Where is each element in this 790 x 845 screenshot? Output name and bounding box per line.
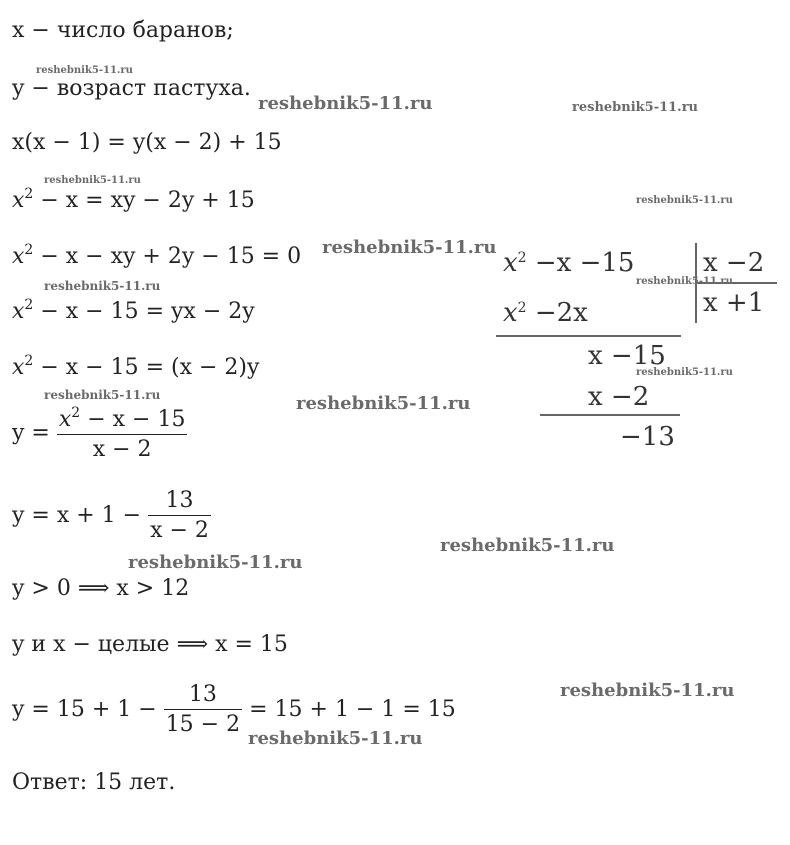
- var-x: x: [12, 188, 25, 213]
- watermark: reshebnik5-11.ru: [36, 65, 133, 76]
- watermark: reshebnik5-11.ru: [572, 100, 699, 115]
- answer-line: Ответ: 15 лет.: [12, 770, 176, 795]
- line-equation-1: x(x − 1) = y(x − 2) + 15: [12, 130, 282, 155]
- line-rest: − x = xy − 2y + 15: [33, 188, 255, 213]
- division-subtrahend-2: x −2: [588, 382, 650, 412]
- fraction-lhs: y =: [12, 420, 57, 446]
- watermark: reshebnik5-11.ru: [636, 276, 733, 287]
- watermark: reshebnik5-11.ru: [128, 552, 303, 573]
- watermark: reshebnik5-11.ru: [258, 93, 433, 114]
- fraction: [57, 406, 188, 461]
- line-fraction-2: [12, 490, 211, 542]
- line-definition-x: x − число баранов;: [12, 18, 234, 43]
- division-dividend: $x^2 -x -15$: [503, 248, 635, 278]
- line-integer-condition: y и x − целые ⟹ x = 15: [12, 632, 288, 657]
- watermark: reshebnik5-11.ru: [636, 195, 733, 206]
- exponent: 2: [24, 297, 34, 313]
- watermark: reshebnik5-11.ru: [44, 175, 141, 186]
- fraction-rhs: = 15 + 1 − 1 = 15: [242, 697, 456, 722]
- line-fraction-1: [12, 406, 187, 461]
- fraction-denominator: 15 − 2: [165, 712, 241, 737]
- watermark: reshebnik5-11.ru: [296, 393, 471, 414]
- line-equation-2: [12, 187, 255, 212]
- fraction-lhs: y = 15 + 1 −: [12, 697, 164, 722]
- watermark: reshebnik5-11.ru: [248, 728, 423, 749]
- line-definition-y: y − возраст пастуха.: [12, 76, 251, 101]
- exponent: 2: [24, 242, 34, 258]
- fraction-denominator: x − 2: [150, 518, 209, 543]
- fraction-numerator: 13: [148, 490, 211, 516]
- fraction-lhs: y = x + 1 −: [12, 503, 149, 528]
- var-x: x: [12, 355, 25, 380]
- exponent: 2: [24, 186, 34, 202]
- fraction-denominator: x − 2: [92, 437, 152, 462]
- division-quotient: x +1: [703, 288, 765, 318]
- exponent: 2: [24, 353, 34, 369]
- line-rest: − x − xy + 2y − 15 = 0: [33, 244, 302, 269]
- watermark: reshebnik5-11.ru: [44, 279, 161, 293]
- division-remainder-1: x −15: [588, 341, 666, 371]
- fraction: [164, 684, 242, 736]
- var-x: x: [12, 244, 25, 269]
- fraction-numerator: 13: [164, 684, 242, 710]
- division-remainder: −13: [620, 422, 675, 452]
- line-equation-3: [12, 243, 301, 268]
- division-divisor: x −2: [703, 248, 765, 278]
- fraction: [148, 490, 211, 542]
- watermark: reshebnik5-11.ru: [440, 535, 615, 556]
- division-rule-2: [540, 414, 680, 416]
- watermark: reshebnik5-11.ru: [560, 680, 735, 701]
- watermark: reshebnik5-11.ru: [44, 388, 161, 402]
- line-rest: − x − 15 = yx − 2y: [33, 299, 255, 324]
- division-rule-1: [496, 335, 681, 337]
- watermark: reshebnik5-11.ru: [636, 367, 733, 378]
- var-x: x: [12, 299, 25, 324]
- line-rest: − x − 15 = (x − 2)y: [33, 355, 260, 380]
- line-equation-5: [12, 354, 259, 379]
- line-equation-4: [12, 298, 255, 323]
- fraction-numerator: $x^2 - x - 15$: [57, 406, 188, 435]
- line-inequality: y > 0 ⟹ x > 12: [12, 576, 190, 601]
- division-subtrahend-1: $x^2 -2x$: [503, 298, 588, 328]
- watermark: reshebnik5-11.ru: [322, 237, 497, 258]
